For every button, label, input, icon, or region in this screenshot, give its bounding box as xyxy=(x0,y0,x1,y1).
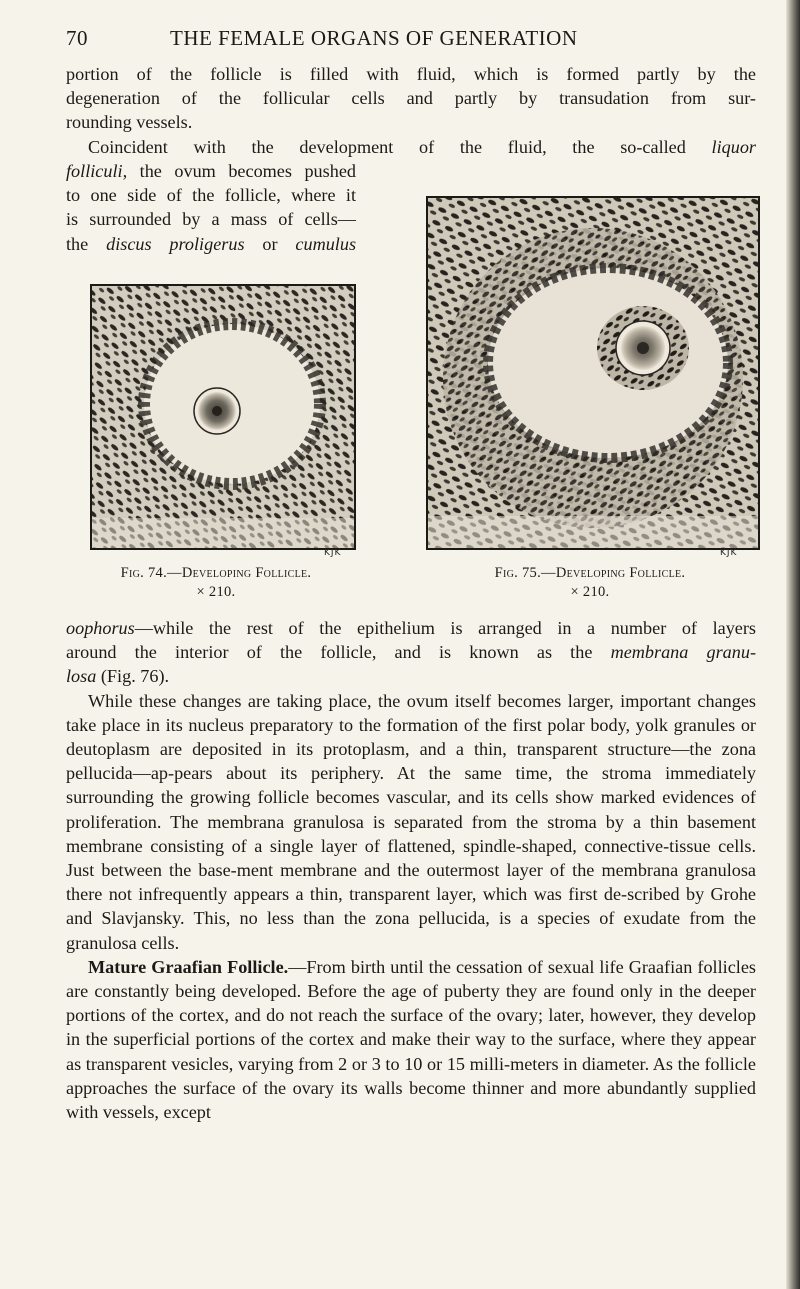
paragraph2-cont-line-3: losa (Fig. 76). xyxy=(66,666,170,687)
figure-75-caption xyxy=(440,564,740,602)
figure-74-illustration xyxy=(90,284,356,550)
term-discus-proligerus: discus proligerus xyxy=(106,233,245,254)
figure-74-title: —Developing Follicle. xyxy=(167,565,312,581)
figure-75-label: Fig. 75. xyxy=(494,565,542,581)
paragraph-3: While these changes are taking place, the ovum itself becomes larger, important changes take place in its nucleus preparatory to the formation of the first polar body, yolk granules or deutoplasm are deposited in its protoplasm, and a thin, transparent structure—the zona pellucida—ap-pears about its periphery. At the same time, the stroma immediately surrounding the growing follicle becomes vascular, and its cells show marked evidences of proliferation. The membrana granulosa is separated from the stroma by a thin basement membrane consisting of a single layer of flattened, spindle-shaped, connective-tissue cells. Just between the base-ment membrane and the outermost layer of the membrana granulosa there not infrequently appears a thin, transparent layer, which was first de-scribed by Grohe and Slavjansky. This, no less than the zona pellucida, is a species of exudate from the granulosa cells. xyxy=(66,690,756,953)
intro-line-3: rounding vessels. xyxy=(66,112,193,133)
section-heading-mature-graafian-follicle: Mature Graafian Follicle. xyxy=(88,956,289,977)
paragraph2-line-1 xyxy=(66,135,756,159)
paragraph2-wrap xyxy=(66,159,356,256)
intro-line-1: portion of the follicle is filled with fluid, which is formed partly by the xyxy=(66,64,756,84)
paragraph-4-text: —From birth until the cessation of sexual life Graafian follicles are constantly being developed. Before the age of puberty they are found only in the deeper portions of the cortex, and do not reach the surface of the ovary; later, however, they develop in the superficial portions of the cortex and make their way to the surface, where they appear as transparent vesicles, varying from 2 or 3 to 10 or 15 milli-meters in diameter. As the follicle approaches the surface of the ovary its walls become thinner and more abundantly supplied with vessels, except xyxy=(66,956,756,1123)
term-folliculi: folliculi, xyxy=(66,161,128,181)
figure-75-signature: KJK xyxy=(720,548,738,558)
term-oophorus: oophorus xyxy=(66,618,135,638)
figure-75-title: —Developing Follicle. xyxy=(541,565,686,581)
paragraph2-cont-line-1: oophorus—while the rest of the epithelium is arranged in a number of layers xyxy=(66,618,756,638)
figure-75-drawing xyxy=(428,198,758,548)
paragraph2-line-2: folliculi, the ovum becomes pushed xyxy=(66,161,356,181)
figure-74-drawing xyxy=(92,286,354,548)
figure-74-label: Fig. 74. xyxy=(120,565,168,581)
paragraph2-line-5: the discus proligerus or cumulus xyxy=(66,233,357,254)
page-number: 70 xyxy=(66,26,88,50)
running-header xyxy=(66,26,756,56)
figure-74-caption xyxy=(66,564,366,602)
body-text xyxy=(66,616,756,1124)
figure-74-signature: KJK xyxy=(324,548,342,558)
term-liquor: liquor xyxy=(711,136,757,157)
intro-line-2: degeneration of the follicular cells and partly by transudation from sur- xyxy=(66,88,756,109)
paragraph2-lead: Coincident with the development of the fluid, the so-called xyxy=(88,136,686,157)
figure-75-illustration xyxy=(426,196,760,550)
page-edge-shadow xyxy=(786,0,800,1289)
figure-75-magnification: × 210. xyxy=(570,584,610,600)
intro-paragraph xyxy=(66,62,756,159)
term-cumulus: cumulus xyxy=(295,233,357,254)
paragraph-4 xyxy=(66,955,756,1124)
paragraph2-line-4: is surrounded by a mass of cells— xyxy=(66,209,356,230)
figure-74-magnification: × 210. xyxy=(196,584,236,600)
term-membrana-granulosa: membrana granu- xyxy=(610,642,757,663)
running-title: THE FEMALE ORGANS OF GENERATION xyxy=(170,26,578,50)
paragraph2-cont-line-2: around the interior of the follicle, and is known as the membrana granu- xyxy=(66,642,757,663)
paragraph2-line-3: to one side of the follicle, where it xyxy=(66,185,356,206)
